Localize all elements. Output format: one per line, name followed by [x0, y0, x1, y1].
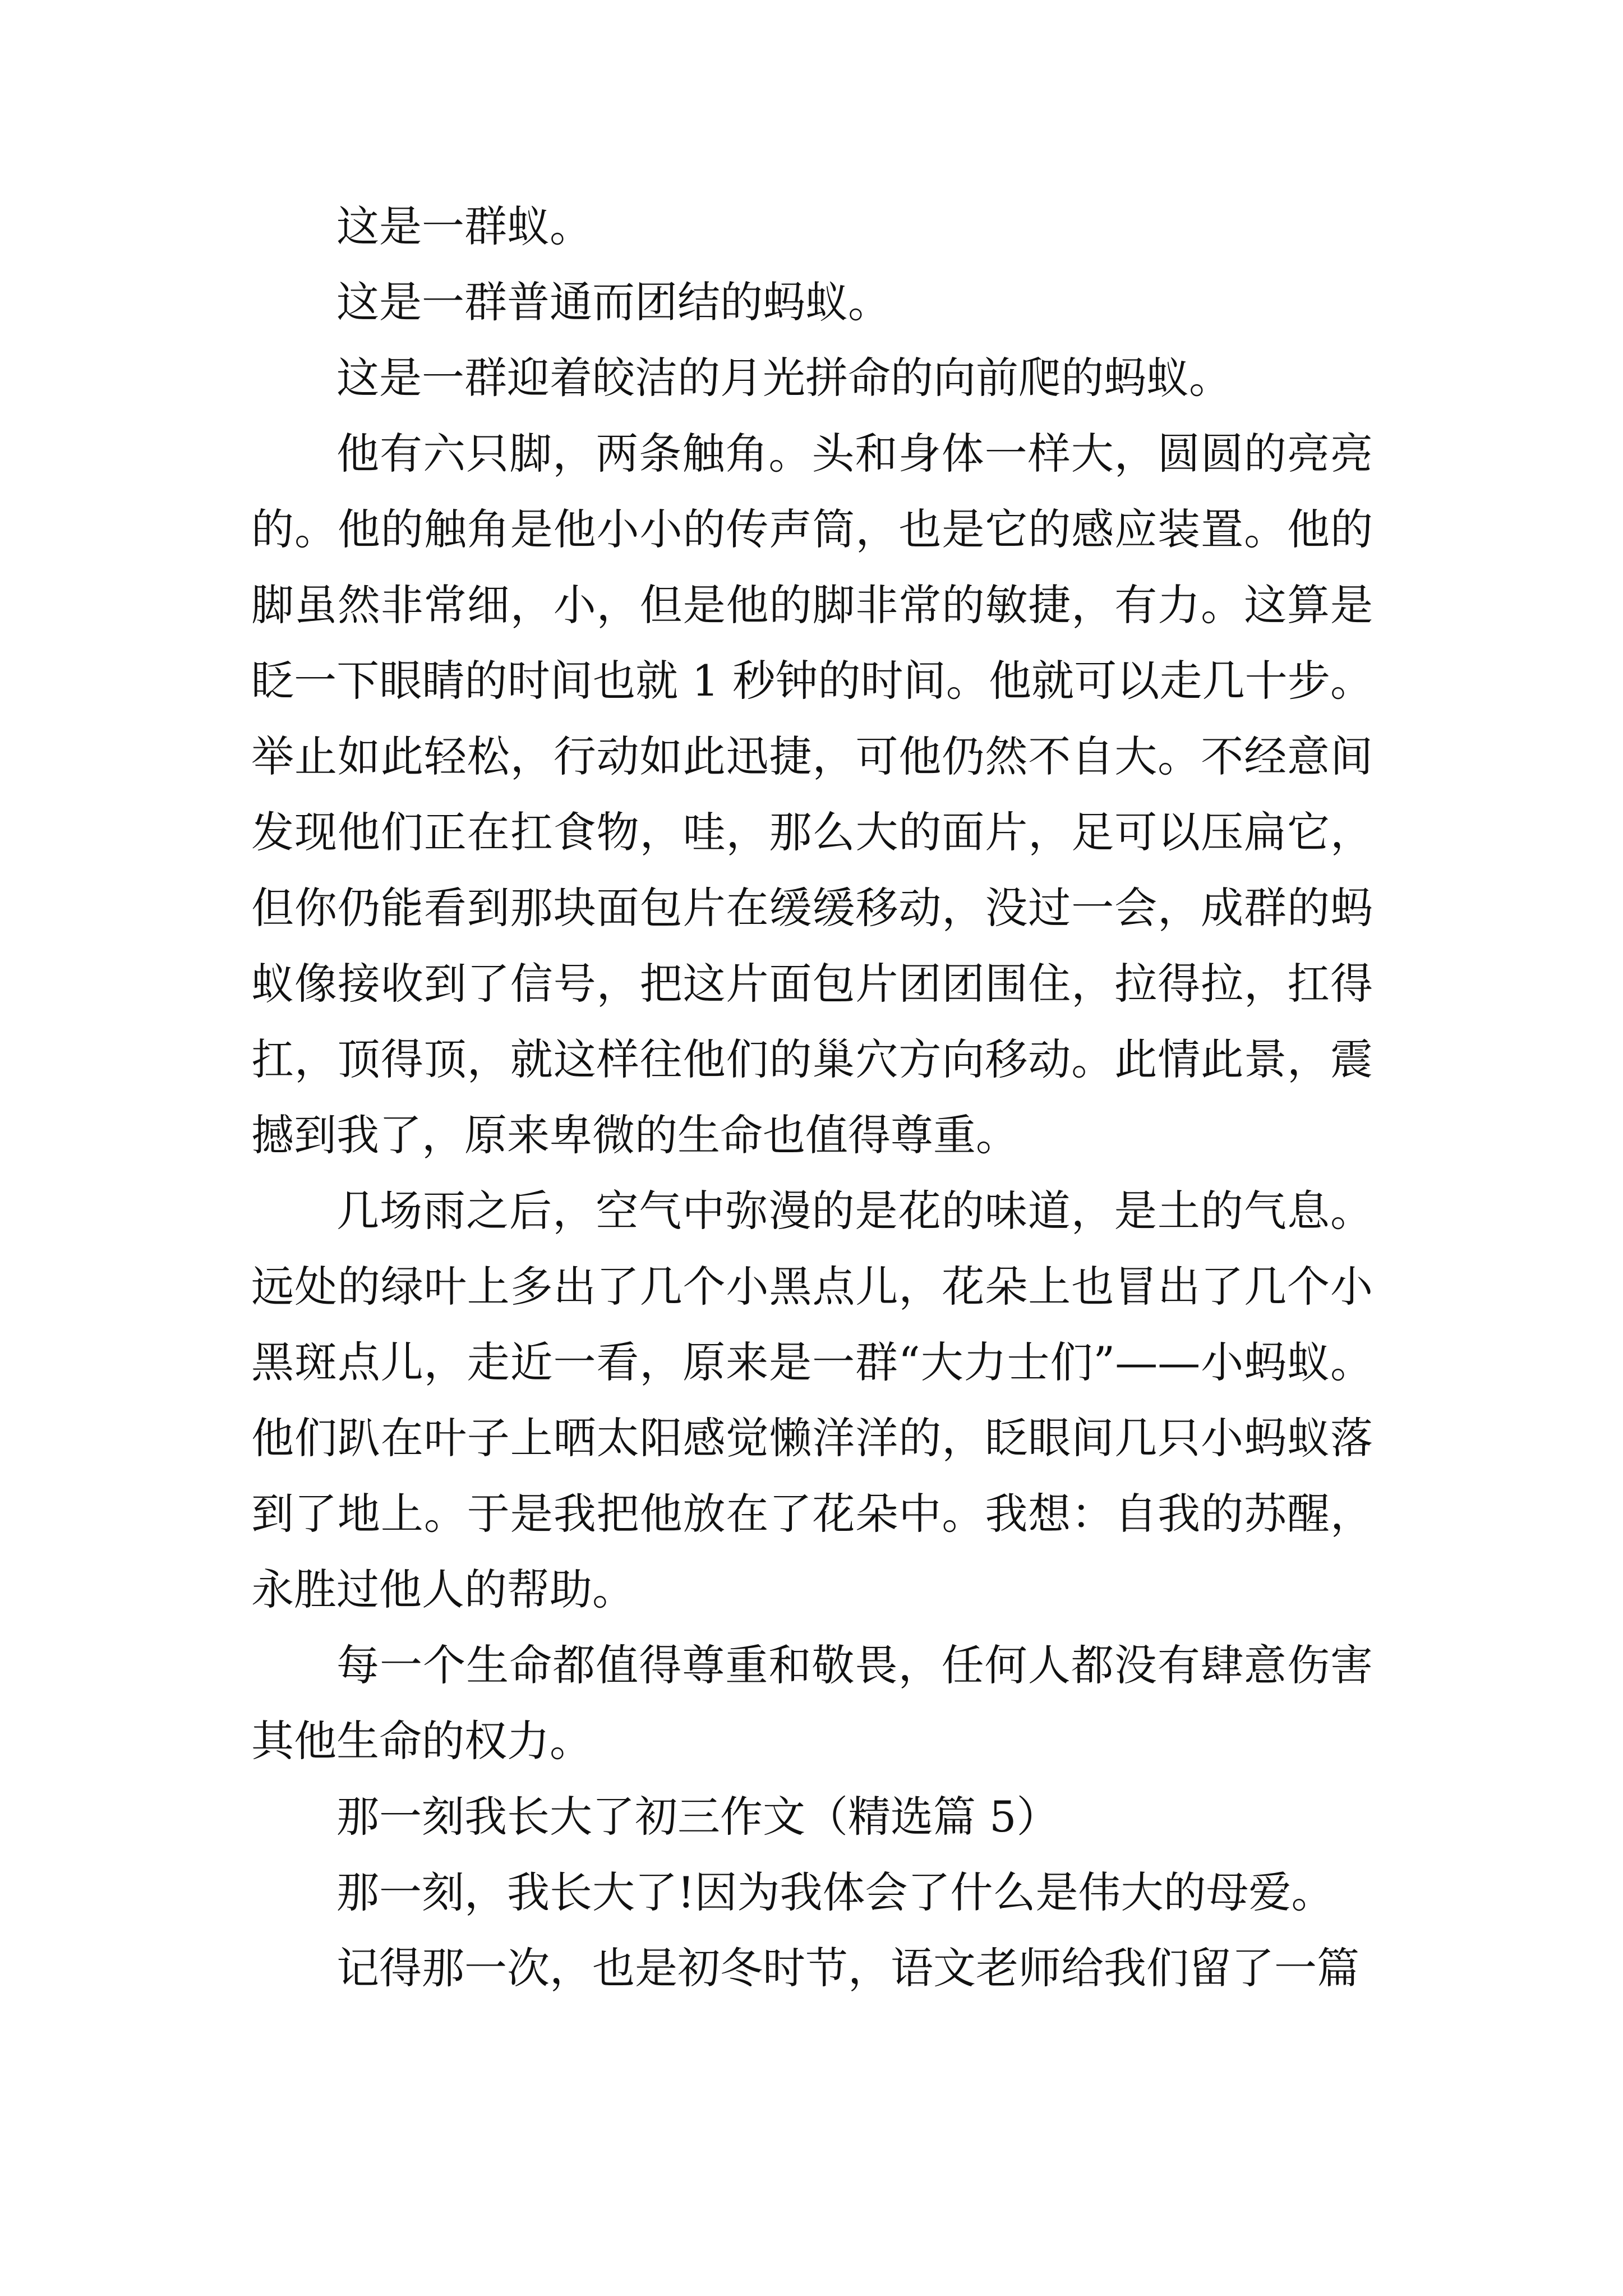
paragraph: 那一刻，我长大了!因为我体会了什么是伟大的母爱。 [336, 1867, 1334, 1917]
section-title: 那一刻我长大了初三作文（精选篇 5） [336, 1792, 1059, 1842]
paragraph: 每一个生命都值得尊重和敬畏，任何人都没有肆意伤害其他生命的权力。 [251, 1640, 1373, 1766]
document-body [251, 188, 1373, 2006]
paragraph: 他有六只脚，两条触角。头和身体一样大，圆圆的亮亮的。他的触角是他小小的传声筒，也是它的感应装置。他的脚虽然非常细，小，但是他的脚非常的敏捷，有力。这算是眨一下眼睛的时间也就 1 秒钟的时间。他就可以走几十步。举止如此轻松，行动如此迅捷，可他仍然不自大。不经意间发现他们正在扛食物，哇，那么大的面片，足可以压扁它，但你仍能看到那块面包片在缓缓移动，没过一会，成群的蚂蚁像接收到了信号，把这片面包片团团围住，拉得拉，扛得扛，顶得顶，就这样往他们的巢穴方向移动。此情此景，震撼到我了，原来卑微的生命也值得尊重。 [251, 429, 1373, 1160]
paragraph: 记得那一次，也是初冬时节，语文老师给我们留了一篇 [336, 1943, 1359, 1993]
paragraph: 这是一群迎着皎洁的月光拼命的向前爬的蚂蚁。 [336, 353, 1232, 403]
paragraph: 这是一群蚁。 [336, 201, 592, 251]
paragraph: 这是一群普通而团结的蚂蚁。 [336, 277, 891, 327]
paragraph: 几场雨之后，空气中弥漫的是花的味道，是土的气息。远处的绿叶上多出了几个小黑点儿，花朵上也冒出了几个小黑斑点儿，走近一看，原来是一群“大力士们”——小蚂蚁。他们趴在叶子上晒太阳感觉懒洋洋的，眨眼间几只小蚂蚁落到了地上。于是我把他放在了花朵中。我想：自我的苏醒，永胜过他人的帮助。 [251, 1186, 1373, 1614]
